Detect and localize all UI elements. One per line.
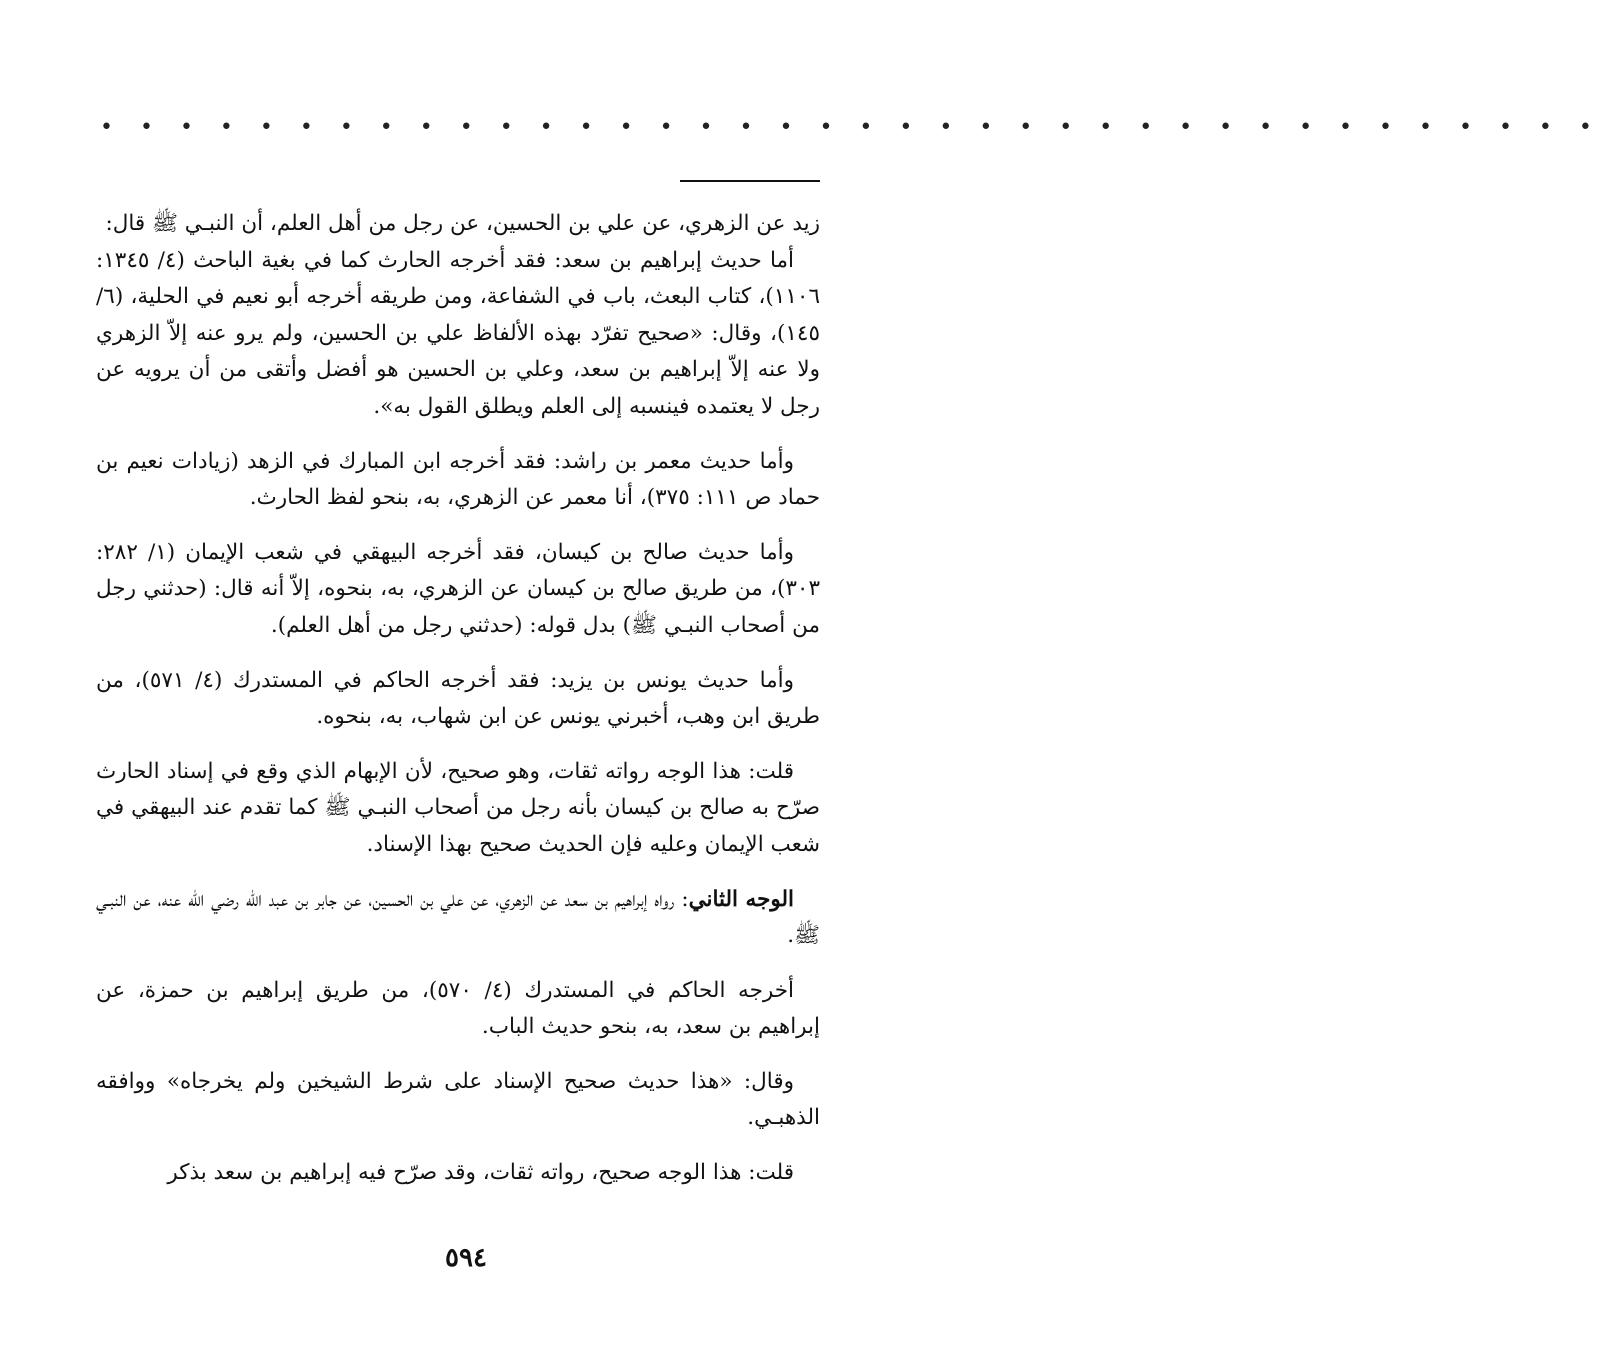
paragraph-5: وأما حديث يونس بن يزيد: فقد أخرجه الحاكم في المستدرك (٤/ ٥٧١)، من طريق ابن وهب، أخبرني يونس عن ابن شهاب، به، بنحوه. (96, 667, 820, 730)
paragraph-6: قلت: هذا الوجه رواته ثقات، وهو صحيح، لأن الإبهام الذي وقع في إسناد الحارث صرّح به صالح بن كيسان بأنه رجل من أصحاب النبـي ﷺ كما تقدم عند البيهقي في شعب الإيمان وعليه فإن الحديث صحيح بهذا الإسناد. (96, 758, 820, 857)
footnote-rule (680, 180, 820, 182)
paragraph-4: وأما حديث صالح بن كيسان، فقد أخرجه البيهقي في شعب الإيمان (١/ ٢٨٢: ٣٠٣)، من طريق صالح بن كيسان عن الزهري، به، بنحوه، إلاّ أنه قال: (حدثني رجل من أصحاب النبـي ﷺ) بدل قوله: (حدثني رجل من أهل العلم). (96, 539, 820, 638)
footnote-text (96, 206, 820, 1192)
paragraph-2: أما حديث إبراهيم بن سعد: فقد أخرجه الحارث كما في بغية الباحث (٤/ ١٣٤٥: ١١٠٦)، كتاب البعث، باب في الشفاعة، ومن طريقه أخرجه أبو نعيم في الحلية، (٦/ ١٤٥)، وقال: «صحيح تفرّد بهذه الألفاظ علي بن الحسين، ولم يرو عنه إلاّ الزهري ولا عنه إلاّ إبراهيم بن سعد، وعلي بن الحسين هو أفضل وأتقى من أن يرويه عن رجل لا يعتمده فينسبه إلى العلم ويطلق القول به». (96, 247, 820, 419)
section-label: الوجه الثاني (688, 886, 794, 912)
paragraph-10: قلت: هذا الوجه صحيح، رواته ثقات، وقد صرّح فيه إبراهيم بن سعد بذكر (167, 1160, 794, 1186)
footnote-separator-dots: • • • • • • • • • • • • • • • • • • • • • • • • • • • • • • • • • • • • • • (100, 115, 1602, 140)
paragraph-7 (96, 882, 820, 955)
paragraph-7-text: : رواه إبراهيم بن سعد عن الزهري، عن علي بن الحسين، عن جابر بن عبد الله رضي الله عنه، عن النبـي ﷺ. (96, 886, 820, 949)
paragraph-9: وقال: «هذا حديث صحيح الإسناد على شرط الشيخين ولم يخرجاه» ووافقه الذهبـي. (96, 1068, 820, 1131)
page-number: ٥٩٤ (445, 1243, 487, 1273)
paragraph-8: أخرجه الحاكم في المستدرك (٤/ ٥٧٠)، من طريق إبراهيم بن حمزة، عن إبراهيم بن سعد، به، بنحو حديث الباب. (96, 977, 820, 1040)
paragraph-1: زيد عن الزهري، عن علي بن الحسين، عن رجل من أهل العلم، أن النبـي ﷺ قال: (105, 211, 820, 236)
paragraph-3: وأما حديث معمر بن راشد: فقد أخرجه ابن المبارك في الزهد (زيادات نعيم بن حماد ص ١١١: ٣٧٥)، أنا معمر عن الزهري، به، بنحو لفظ الحارث. (96, 448, 820, 511)
